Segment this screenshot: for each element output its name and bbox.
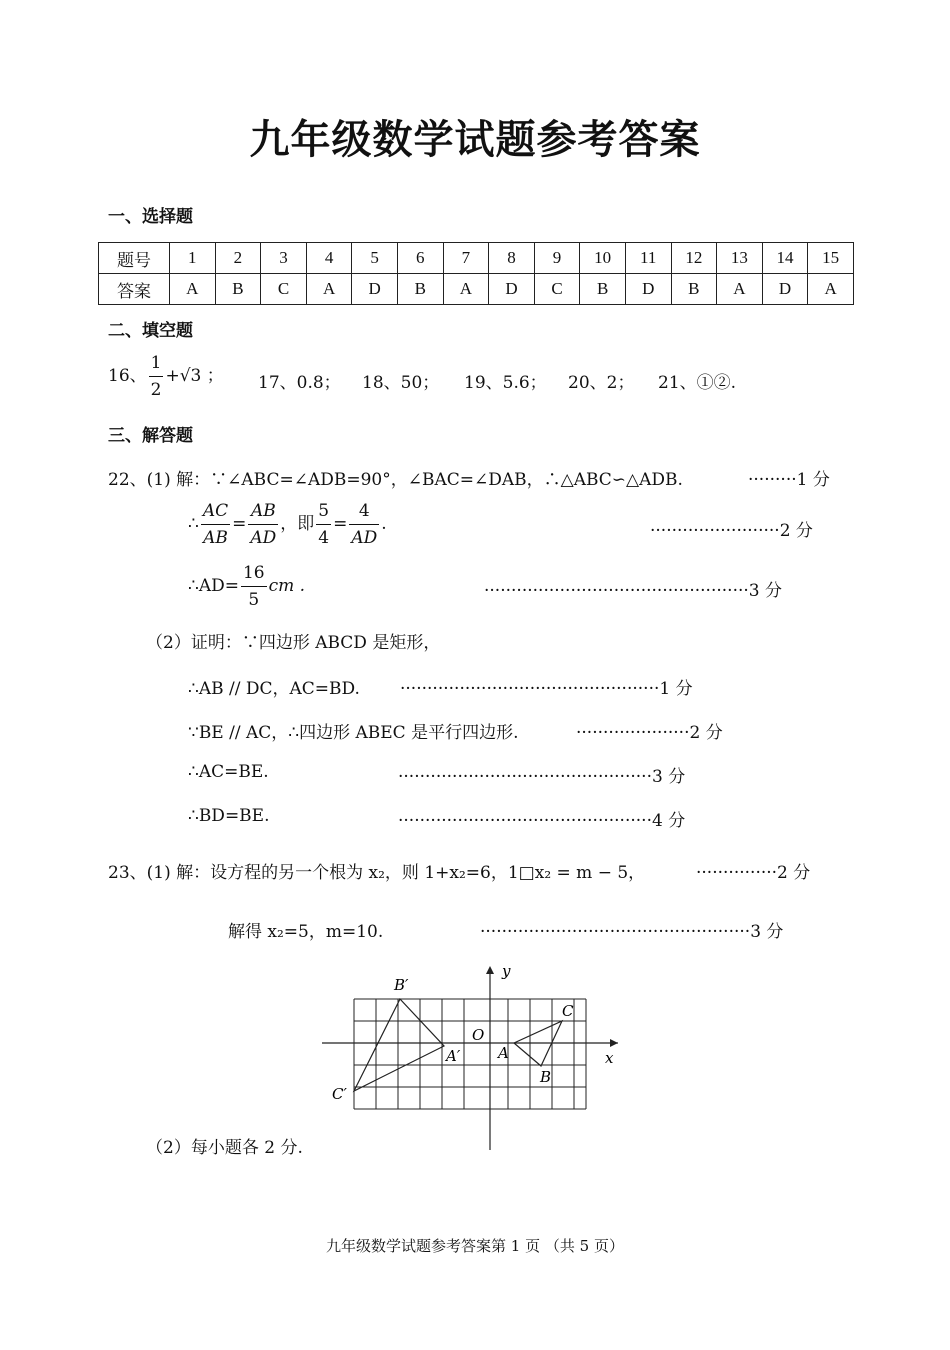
denominator: AD: [351, 528, 378, 548]
score-mark: ···············2 分: [696, 863, 811, 883]
answer-cell: D: [762, 274, 808, 305]
q21-answer: 21、①②.: [658, 373, 737, 393]
table-header-cell: 题号: [99, 243, 170, 274]
table-header-cell: 答案: [99, 274, 170, 305]
answer-cell: D: [352, 274, 398, 305]
question-number-cell: 12: [671, 243, 717, 274]
fraction-ac-ab: [201, 498, 230, 551]
score-mark: ·················································3 分: [484, 581, 783, 601]
answer-cell: A: [717, 274, 763, 305]
q23-line2: 解得 x₂=5，m=10.: [228, 922, 384, 942]
fraction-5-4: [316, 498, 331, 551]
q23-line1: 23、(1) 解：设方程的另一个根为 x₂，则 1+x₂=6，1□x₂ = m − 5，: [108, 863, 646, 883]
section-heading-choice: 一、选择题: [108, 207, 193, 227]
question-number-cell: 10: [580, 243, 626, 274]
q23-part2: （2）每小题各 2 分.: [146, 1138, 303, 1158]
table-row: [99, 243, 854, 274]
denominator: AB: [203, 528, 228, 548]
section-heading-solve: 三、解答题: [108, 426, 193, 446]
page-footer: 九年级数学试题参考答案第 1 页 （共 5 页）: [326, 1237, 624, 1255]
answer-cell: B: [580, 274, 626, 305]
question-number-cell: 14: [762, 243, 808, 274]
question-number-cell: 2: [215, 243, 261, 274]
fraction-16-5: [241, 560, 267, 613]
fraction-ab-ad: [248, 498, 278, 551]
label-c-prime: C′: [332, 1085, 347, 1103]
numerator: 16: [241, 560, 267, 587]
question-number-cell: 13: [717, 243, 763, 274]
q22-part2-line5: ∴BD=BE.: [188, 806, 270, 826]
fraction-4-ad: [349, 498, 379, 551]
q16-rest: +√3 ；: [165, 366, 224, 386]
q22-part1-line1: 22、(1) 解：∵∠ABC=∠ADB=90°，∠BAC=∠DAB，∴△ABC∽△ADB.: [108, 470, 683, 490]
q18-answer: 18、50；: [362, 373, 440, 393]
denominator: 4: [318, 528, 330, 548]
score-mark: ···············································3 分: [398, 767, 686, 787]
unit: cm .: [268, 576, 306, 596]
answer-cell: B: [215, 274, 261, 305]
denominator: AD: [250, 528, 277, 548]
section-heading-fill: 二、填空题: [108, 321, 193, 341]
answer-cell: D: [625, 274, 671, 305]
ad-prefix: ∴AD=: [188, 576, 239, 596]
label-x: x: [605, 1049, 614, 1067]
q16-label: 16、: [108, 366, 147, 386]
numerator: AC: [201, 498, 230, 525]
score-mark: ·····················2 分: [576, 723, 723, 743]
page-title: 九年级数学试题参考答案: [249, 117, 701, 163]
question-number-cell: 15: [808, 243, 854, 274]
ji-text: ，即: [280, 514, 315, 534]
answer-cell: D: [489, 274, 535, 305]
table-row: [99, 274, 854, 305]
answer-cell: C: [261, 274, 307, 305]
q22-part2-line2: ∴AB // DC，AC=BD.: [188, 679, 360, 699]
answer-cell: A: [443, 274, 489, 305]
label-b-prime: B′: [394, 976, 409, 994]
denominator: 5: [248, 590, 260, 610]
answer-cell: C: [534, 274, 580, 305]
question-number-cell: 8: [489, 243, 535, 274]
question-number-cell: 5: [352, 243, 398, 274]
q19-answer: 19、5.6；: [464, 373, 547, 393]
fill-answers-row: [108, 350, 224, 403]
question-number-cell: 7: [443, 243, 489, 274]
score-mark: ················································1 分: [400, 679, 693, 699]
grid-lines: [354, 999, 586, 1109]
answer-cell: A: [306, 274, 352, 305]
score-mark: ··················································3 分: [480, 922, 784, 942]
q16-fraction: [149, 350, 164, 403]
numerator: 4: [349, 498, 379, 525]
numerator: 5: [316, 498, 331, 525]
q22-part2-line1: （2）证明：∵四边形 ABCD 是矩形，: [146, 633, 441, 653]
q16-numerator: 1: [149, 350, 164, 377]
score-mark: ···············································4 分: [398, 811, 686, 831]
answer-cell: A: [808, 274, 854, 305]
numerator: AB: [248, 498, 278, 525]
question-number-cell: 4: [306, 243, 352, 274]
q20-answer: 20、2；: [568, 373, 635, 393]
q16-denominator: 2: [150, 380, 162, 400]
triangle-a-prime-b-prime-c-prime: [354, 999, 444, 1091]
q22-ad-result: [188, 560, 305, 613]
question-number-cell: 1: [170, 243, 216, 274]
answer-table: [98, 242, 854, 305]
label-b: B: [540, 1068, 552, 1086]
x-axis-arrow: [610, 1039, 618, 1047]
y-axis-arrow: [486, 966, 494, 974]
coordinate-grid-diagram: [318, 958, 628, 1154]
question-number-cell: 11: [625, 243, 671, 274]
q17-answer: 17、0.8；: [258, 373, 341, 393]
answer-cell: A: [170, 274, 216, 305]
score-mark: ·········1 分: [748, 470, 830, 490]
label-a-prime: A′: [446, 1047, 461, 1065]
label-o: O: [472, 1026, 485, 1044]
answer-cell: B: [397, 274, 443, 305]
question-number-cell: 6: [397, 243, 443, 274]
answer-cell: B: [671, 274, 717, 305]
label-c: C: [562, 1002, 574, 1020]
question-number-cell: 9: [534, 243, 580, 274]
q22-part2-line4: ∴AC=BE.: [188, 762, 269, 782]
score-mark: ························2 分: [650, 521, 813, 541]
question-number-cell: 3: [261, 243, 307, 274]
label-y: y: [502, 962, 511, 980]
q22-part2-line3: ∵BE // AC，∴四边形 ABEC 是平行四边形.: [188, 723, 519, 743]
label-a: A: [498, 1044, 509, 1062]
q22-proportion-line: ∴ $\frac{AC}{AB}$ = $\frac{AB}{AD}$ ，即 $\frac{5}{4}$ = $\frac{4}{AD}$ .: [188, 498, 387, 551]
